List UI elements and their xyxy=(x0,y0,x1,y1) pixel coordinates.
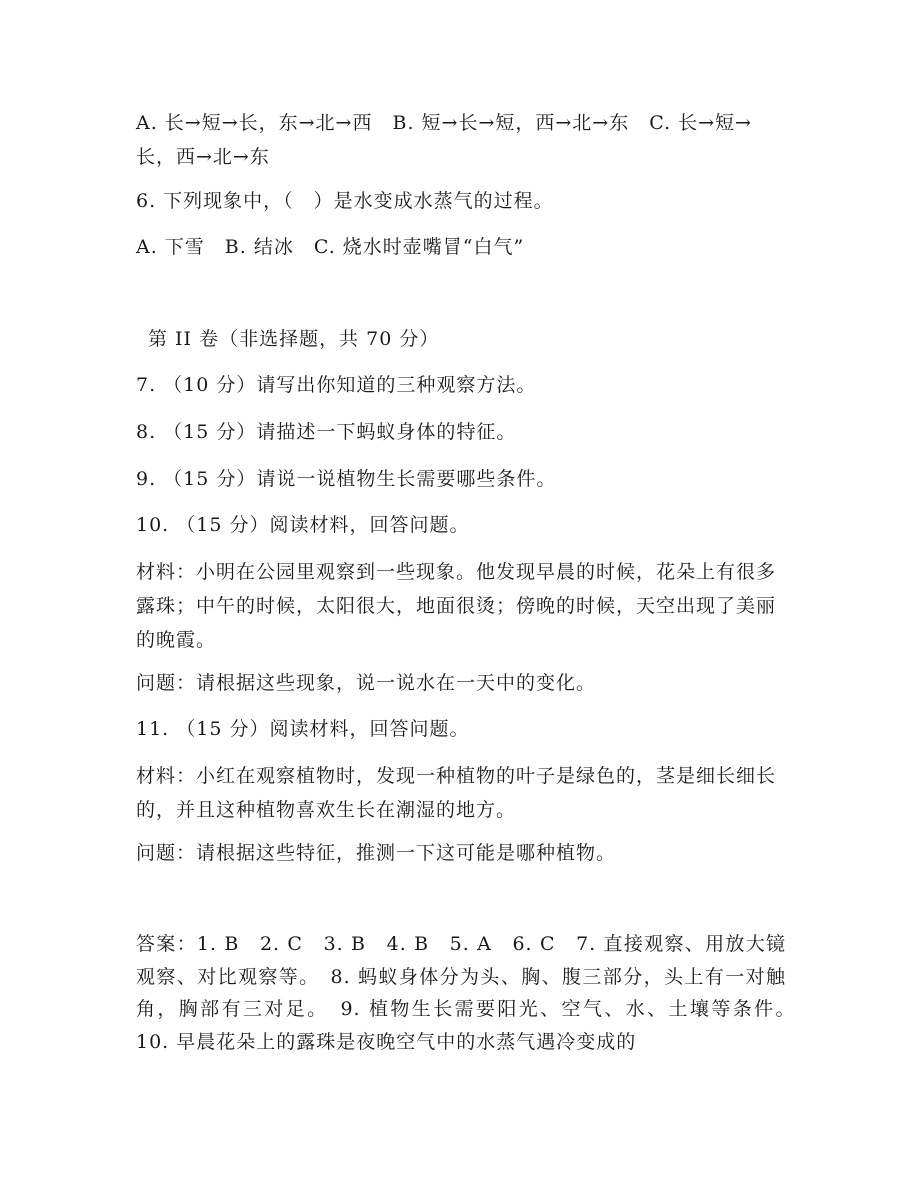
q6-options: A. 下雪 B. 结冰 C. 烧水时壶嘴冒“白气” xyxy=(136,236,525,258)
q10-material: 材料：小明在公园里观察到一些现象。他发现早晨的时候，花朵上有很多露珠；中午的时候，太阳很大，地面很烫；傍晚的时候，天空出现了美丽的晚霞。 xyxy=(136,561,777,651)
answer-key: 答案：1. B 2. C 3. B 4. B 5. A 6. C 7. 直接观察、用放大镜观察、对比观察等。 8. 蚂蚁身体分为头、胸、腹三部分，头上有一对触角，胸部有三对足。 9. 植物生长需要阳光、空气、水、土壤等条件。 10. 早晨花朵上的露珠是夜晚空气中的水蒸气遇冷变成的 xyxy=(136,933,807,1053)
q11-question: 问题：请根据这些特征，推测一下这可能是哪种植物。 xyxy=(136,842,617,864)
q6-stem: 6. 下列现象中，（ ）是水变成水蒸气的过程。 xyxy=(136,190,554,212)
section-title: 第 II 卷（非选择题，共 70 分） xyxy=(148,328,440,350)
q5-options: A. 长→短→长，东→北→西 B. 短→长→短，西→北→东 C. 长→短→长，西→北→东 xyxy=(136,112,752,168)
q7-text: 7. （10 分）请写出你知道的三种观察方法。 xyxy=(136,374,537,396)
q9-text: 9. （15 分）请说一说植物生长需要哪些条件。 xyxy=(136,468,557,490)
q10-stem: 10. （15 分）阅读材料，回答问题。 xyxy=(136,514,470,536)
q11-material: 材料：小红在观察植物时，发现一种植物的叶子是绿色的，茎是细长细长的，并且这种植物喜欢生长在潮湿的地方。 xyxy=(136,765,777,821)
q11-stem: 11. （15 分）阅读材料，回答问题。 xyxy=(136,718,470,740)
q10-question: 问题：请根据这些现象，说一说水在一天中的变化。 xyxy=(136,672,597,694)
q8-text: 8. （15 分）请描述一下蚂蚁身体的特征。 xyxy=(136,421,517,443)
